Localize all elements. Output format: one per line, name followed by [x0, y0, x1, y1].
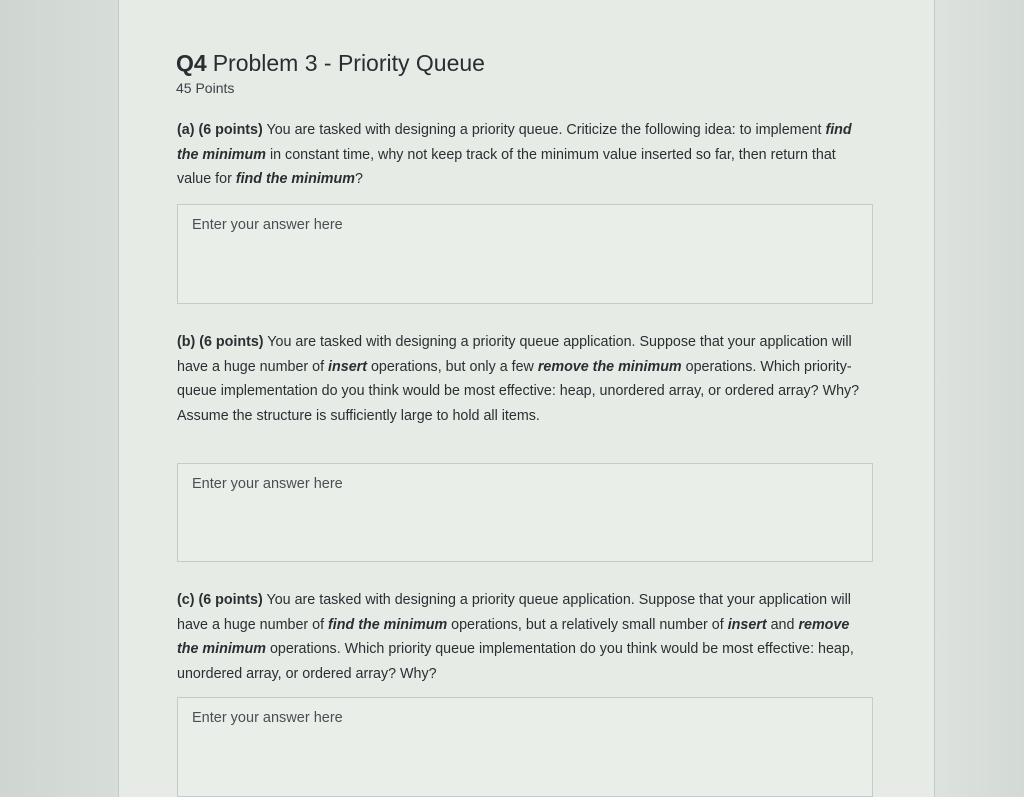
prompt-text: operations. Which priority queue implementation do you think would be most effective: heap, unordered array, or ordered array? Why? — [177, 641, 854, 682]
question-points: 45 Points — [176, 80, 235, 96]
part-b-answer-box[interactable] — [177, 463, 873, 562]
part-c-answer-box[interactable] — [177, 697, 873, 797]
emphasized-term: find the minimum — [328, 616, 448, 633]
part-c-answer-placeholder: Enter your answer here — [192, 710, 343, 726]
prompt-text: You are tasked with designing a priority queue application. Suppose that your application will have a huge number of — [177, 592, 851, 633]
part-a-prompt — [177, 118, 867, 192]
prompt-text: and — [766, 616, 799, 633]
background-left — [0, 0, 118, 797]
prompt-text: operations. Which priority-queue implementation do you think would be most effective: heap, unordered array, or ordered array? Why? Assume the structure is sufficiently large to hold all items. — [177, 358, 860, 424]
emphasized-term: find the minimum — [235, 171, 355, 187]
part-b-answer-placeholder: Enter your answer here — [192, 476, 343, 492]
background-right — [935, 0, 1024, 797]
part-a-answer-placeholder: Enter your answer here — [192, 217, 343, 233]
question-title-text: Problem 3 - Priority Queue — [212, 50, 485, 76]
part-label: (b) (6 points) — [177, 334, 264, 350]
prompt-text: operations, but a relatively small number of — [447, 616, 728, 633]
emphasized-term: insert — [727, 616, 767, 633]
emphasized-term: remove the minimum — [537, 358, 682, 375]
part-a-answer-box[interactable] — [177, 204, 873, 304]
question-page — [118, 0, 935, 797]
part-label: (a) (6 points) — [177, 122, 263, 138]
part-label: (c) (6 points) — [177, 592, 263, 608]
prompt-text: in constant time, why not keep track of the minimum value inserted so far, then return that value for — [177, 146, 836, 187]
prompt-text: You are tasked with designing a priority queue. Criticize the following idea: to implement — [262, 122, 826, 138]
question-title — [176, 50, 485, 77]
part-b-prompt — [177, 330, 867, 428]
prompt-text: You are tasked with designing a priority queue application. Suppose that your application will have a huge number of — [177, 334, 852, 375]
emphasized-term: insert — [328, 358, 367, 375]
question-number: Q4 — [176, 50, 207, 76]
emphasized-term: find the minimum — [177, 122, 852, 163]
prompt-text: ? — [354, 171, 363, 187]
prompt-text: operations, but only a few — [366, 358, 538, 375]
part-c-prompt — [177, 588, 867, 686]
emphasized-term: remove the minimum — [177, 616, 850, 657]
